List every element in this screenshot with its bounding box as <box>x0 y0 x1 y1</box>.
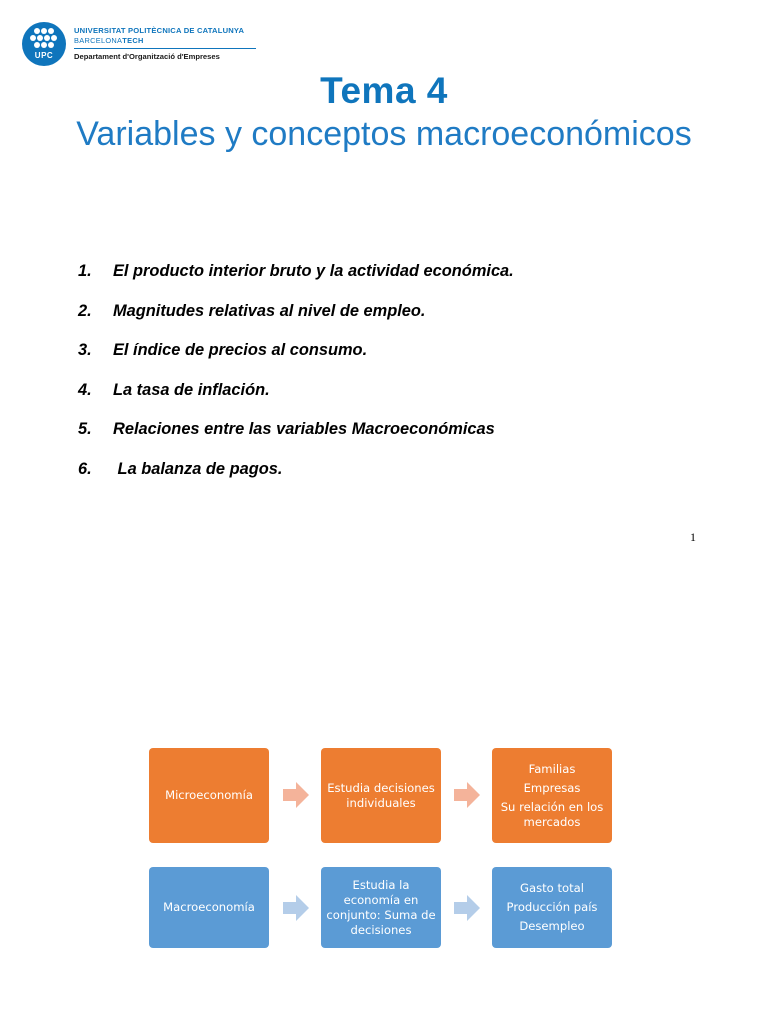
macro-arrow-2-icon <box>454 895 480 921</box>
list-item: 6. La balanza de pagos. <box>78 459 283 478</box>
micro-arrow-2-icon <box>454 782 480 808</box>
page-number: 1 <box>690 530 696 544</box>
micro-arrow-1-icon <box>283 782 309 808</box>
page-title: Tema 4 <box>320 70 448 111</box>
micro-label-box <box>149 748 269 843</box>
micro-examples-box <box>492 748 612 843</box>
micro-example-families: Familias <box>528 761 576 776</box>
list-item: 2. Magnitudes relativas al nivel de empleo. <box>78 301 426 320</box>
micro-label: Microeconomía <box>165 788 253 802</box>
list-item: 4. La tasa de inflación. <box>78 380 270 399</box>
upc-logo <box>22 22 272 66</box>
micro-example-companies: Empresas <box>523 780 581 795</box>
macro-example-unemployment: Desempleo <box>519 919 585 933</box>
list-item: 3. El índice de precios al consumo. <box>78 341 368 359</box>
page-subtitle: Variables y conceptos macroeconómicos <box>76 115 692 153</box>
university-city: BARCELONATECH <box>74 36 144 45</box>
macro-label: Macroeconomía <box>163 900 255 914</box>
logo-text <box>74 26 274 61</box>
macro-description: Estudia la economía en conjunto: Suma de decisiones <box>326 877 436 937</box>
macro-examples-box <box>492 867 612 948</box>
macro-description-box <box>321 867 441 948</box>
upc-badge-text: UPC <box>34 51 54 60</box>
department-name: Departament d'Organització d'Empreses <box>74 52 220 61</box>
micro-description: Estudia decisiones individuales <box>327 780 435 810</box>
macro-example-production: Producción país <box>506 900 598 914</box>
micro-description-box <box>321 748 441 843</box>
list-item: 1. El producto interior bruto y la actividad económica. <box>78 262 514 280</box>
upc-logo-emblem <box>22 22 66 66</box>
macro-label-box <box>149 867 269 948</box>
university-name: UNIVERSITAT POLITÈCNICA DE CATALUNYA <box>74 26 245 35</box>
topic-list <box>78 262 514 499</box>
macro-example-spending: Gasto total <box>520 881 584 895</box>
micro-example-markets: Su relación en los mercados <box>500 799 604 829</box>
macro-arrow-1-icon <box>283 895 309 921</box>
list-item: 5. Relaciones entre las variables Macroeconómicas <box>78 420 495 438</box>
logo-divider <box>74 48 256 49</box>
